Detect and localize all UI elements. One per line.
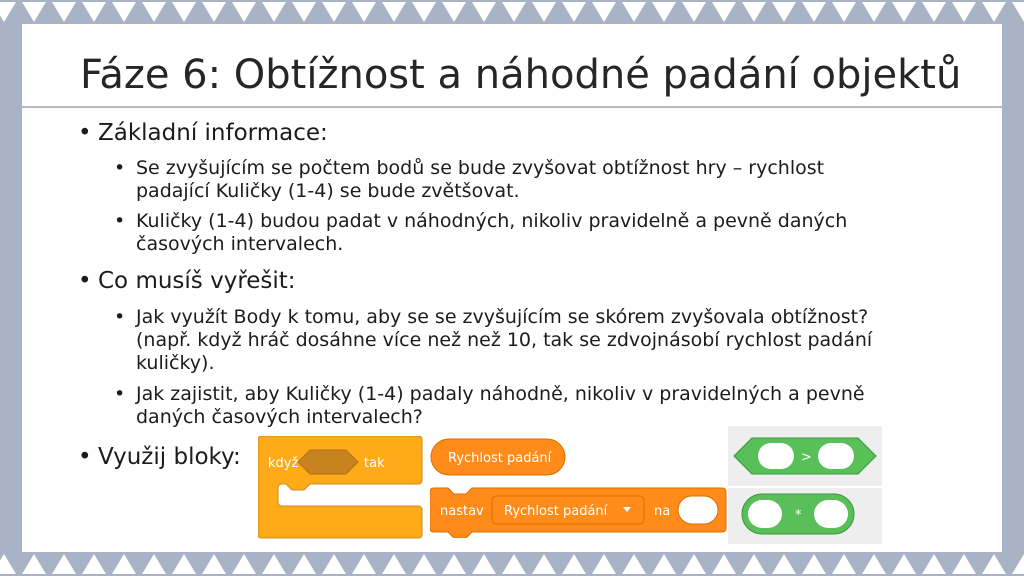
sub-bullet-line: daných časových intervalech? bbox=[136, 406, 423, 428]
triangle-decoration bbox=[262, 554, 286, 574]
triangle-decoration bbox=[472, 554, 496, 574]
bullet-dot: • bbox=[78, 120, 92, 146]
bottom-triangle-border bbox=[0, 552, 1024, 576]
triangle-decoration bbox=[922, 2, 946, 22]
bullet-dot: • bbox=[114, 157, 126, 179]
triangle-decoration bbox=[82, 554, 106, 574]
triangle-decoration bbox=[652, 554, 676, 574]
triangle-decoration bbox=[442, 554, 466, 574]
triangle-decoration bbox=[0, 554, 16, 574]
triangle-decoration bbox=[232, 554, 256, 574]
triangle-decoration bbox=[22, 554, 46, 574]
triangle-decoration bbox=[502, 2, 526, 22]
triangle-decoration bbox=[172, 2, 196, 22]
triangle-decoration bbox=[832, 2, 856, 22]
triangle-decoration bbox=[862, 554, 886, 574]
triangle-decoration bbox=[112, 554, 136, 574]
triangle-decoration bbox=[712, 2, 736, 22]
variable-reporter-speed[interactable] bbox=[430, 438, 568, 478]
variable-name: Rychlost padání bbox=[448, 451, 552, 466]
set-label: nastav bbox=[440, 504, 484, 519]
operator-symbol: * bbox=[795, 508, 802, 523]
sub-bullet-line: kuličky). bbox=[136, 352, 215, 374]
sub-bullet-line: Jak využít Body k tomu, aby se se zvyšujícím se skórem zvyšovala obtížnost? bbox=[136, 306, 869, 328]
triangle-decoration bbox=[352, 554, 376, 574]
triangle-decoration bbox=[442, 2, 466, 22]
triangle-decoration bbox=[412, 2, 436, 22]
triangle-decoration bbox=[112, 2, 136, 22]
top-triangle-border bbox=[0, 0, 1024, 24]
sub-bullet-line: Kuličky (1-4) budou padat v náhodných, nikoliv pravidelně a pevně daných bbox=[136, 210, 848, 232]
slide-panel bbox=[22, 24, 1002, 552]
triangle-decoration bbox=[892, 2, 916, 22]
triangle-decoration bbox=[922, 554, 946, 574]
triangle-decoration bbox=[592, 2, 616, 22]
triangle-decoration bbox=[562, 2, 586, 22]
sub-bullet-line: Jak zajistit, aby Kuličky (1-4) padaly náhodně, nikoliv v pravidelných a pevně bbox=[136, 383, 865, 405]
triangle-decoration bbox=[952, 554, 976, 574]
triangle-decoration bbox=[292, 2, 316, 22]
triangle-decoration bbox=[982, 554, 1006, 574]
triangle-decoration bbox=[472, 2, 496, 22]
then-label: tak bbox=[364, 456, 385, 471]
bullet-heading: Využij bloky: bbox=[98, 444, 241, 470]
triangle-decoration bbox=[802, 554, 826, 574]
triangle-decoration bbox=[622, 2, 646, 22]
triangle-decoration bbox=[322, 554, 346, 574]
triangle-decoration bbox=[1012, 554, 1024, 574]
triangle-decoration bbox=[0, 2, 16, 22]
triangle-decoration bbox=[982, 2, 1006, 22]
slide-title: Fáze 6: Obtížnost a náhodné padání objektů bbox=[80, 52, 962, 98]
triangle-decoration bbox=[622, 554, 646, 574]
if-label: když bbox=[268, 456, 299, 471]
sub-bullet-line: Se zvyšujícím se počtem bodů se bude zvyšovat obtížnost hry – rychlost bbox=[136, 157, 825, 179]
greater-than-operator[interactable] bbox=[728, 426, 882, 486]
triangle-decoration bbox=[652, 2, 676, 22]
triangle-decoration bbox=[202, 2, 226, 22]
triangle-decoration bbox=[532, 2, 556, 22]
triangle-decoration bbox=[502, 554, 526, 574]
triangle-decoration bbox=[382, 2, 406, 22]
triangle-decoration bbox=[832, 554, 856, 574]
bullet-heading: Základní informace: bbox=[98, 120, 328, 146]
triangle-decoration bbox=[802, 2, 826, 22]
triangle-decoration bbox=[142, 554, 166, 574]
triangle-decoration bbox=[682, 2, 706, 22]
operator-symbol: > bbox=[801, 450, 812, 465]
triangle-decoration bbox=[592, 554, 616, 574]
triangle-decoration bbox=[772, 2, 796, 22]
triangle-decoration bbox=[262, 2, 286, 22]
triangle-decoration bbox=[52, 554, 76, 574]
triangle-decoration bbox=[22, 2, 46, 22]
multiply-operator[interactable] bbox=[728, 488, 882, 544]
bullet-heading: Co musíš vyřešit: bbox=[98, 268, 296, 294]
if-then-block[interactable] bbox=[258, 436, 426, 546]
left-operand-input[interactable] bbox=[748, 500, 782, 528]
triangle-decoration bbox=[202, 554, 226, 574]
triangle-decoration bbox=[742, 554, 766, 574]
triangle-decoration bbox=[562, 554, 586, 574]
triangle-decoration bbox=[232, 2, 256, 22]
triangle-decoration bbox=[412, 554, 436, 574]
bullet-dot: • bbox=[78, 268, 92, 294]
triangle-decoration bbox=[862, 2, 886, 22]
triangle-decoration bbox=[772, 554, 796, 574]
right-operand-input[interactable] bbox=[818, 443, 854, 469]
triangle-decoration bbox=[952, 2, 976, 22]
triangle-decoration bbox=[1012, 2, 1024, 22]
left-operand-input[interactable] bbox=[758, 443, 794, 469]
sub-bullet-line: padající Kuličky (1-4) se bude zvětšovat. bbox=[136, 180, 520, 202]
dropdown-value: Rychlost padání bbox=[504, 504, 608, 519]
triangle-decoration bbox=[292, 554, 316, 574]
triangle-decoration bbox=[352, 2, 376, 22]
triangle-decoration bbox=[532, 554, 556, 574]
triangle-decoration bbox=[742, 2, 766, 22]
triangle-decoration bbox=[712, 554, 736, 574]
triangle-decoration bbox=[82, 2, 106, 22]
bullet-dot: • bbox=[114, 306, 126, 328]
bullet-dot: • bbox=[78, 444, 92, 470]
value-input[interactable] bbox=[678, 496, 718, 524]
sub-bullet-line: časových intervalech. bbox=[136, 233, 344, 255]
triangle-decoration bbox=[52, 2, 76, 22]
bullet-dot: • bbox=[114, 383, 126, 405]
triangle-decoration bbox=[172, 554, 196, 574]
set-variable-block[interactable] bbox=[430, 486, 730, 538]
triangle-decoration bbox=[892, 554, 916, 574]
triangle-decoration bbox=[682, 554, 706, 574]
title-divider bbox=[22, 106, 1002, 108]
triangle-decoration bbox=[322, 2, 346, 22]
triangle-decoration bbox=[382, 554, 406, 574]
bullet-dot: • bbox=[114, 210, 126, 232]
triangle-decoration bbox=[142, 2, 166, 22]
right-operand-input[interactable] bbox=[814, 500, 848, 528]
to-label: na bbox=[654, 504, 671, 519]
sub-bullet-line: (např. když hráč dosáhne více než než 10, tak se zdvojnásobí rychlost padání bbox=[136, 329, 873, 351]
